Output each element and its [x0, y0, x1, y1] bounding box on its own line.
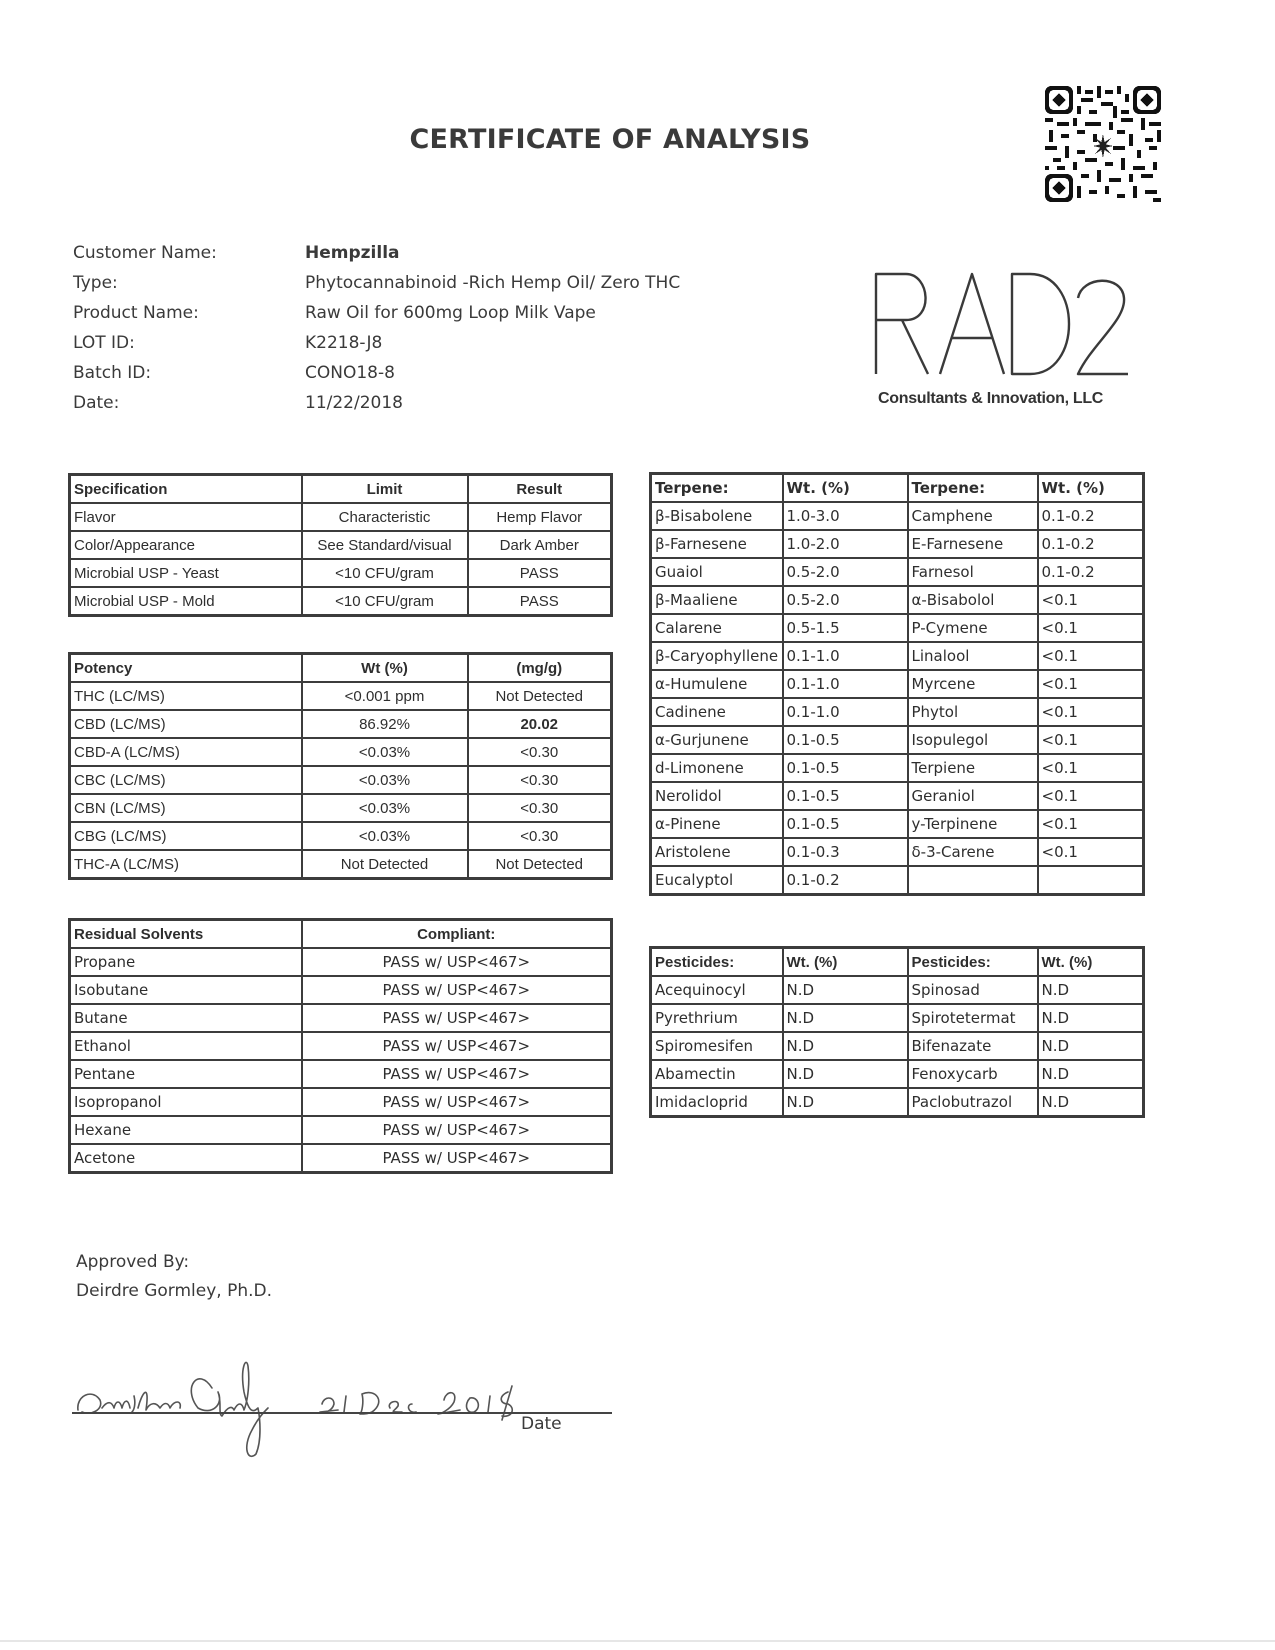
cell: <0.1: [1038, 838, 1144, 866]
cell: α-Pinene: [651, 810, 783, 838]
column-header: Residual Solvents: [70, 920, 302, 949]
cell: <0.1: [1038, 698, 1144, 726]
table-row: [70, 1144, 612, 1173]
cell: Dark Amber: [468, 531, 612, 559]
cell: Isopulegol: [908, 726, 1038, 754]
cell: 0.1-0.2: [1038, 558, 1144, 586]
cell: Isopropanol: [70, 1088, 302, 1116]
cell: Abamectin: [651, 1060, 783, 1088]
cell: d-Limonene: [651, 754, 783, 782]
table-row: [70, 1088, 612, 1116]
cell: β-Farnesene: [651, 530, 783, 558]
table-row: [651, 1004, 1144, 1032]
cell: Pyrethrium: [651, 1004, 783, 1032]
cell: N.D: [783, 1060, 908, 1088]
cell: PASS w/ USP<467>: [302, 1004, 612, 1032]
meta-label: Date:: [73, 393, 120, 413]
table-row: [651, 698, 1144, 726]
table-row: [70, 850, 612, 879]
meta-row-type: [73, 268, 680, 298]
cell: 0.1-1.0: [783, 698, 908, 726]
cell: Pentane: [70, 1060, 302, 1088]
scan-edge: [0, 1640, 1275, 1642]
cell: 0.1-0.5: [783, 726, 908, 754]
cell: Ethanol: [70, 1032, 302, 1060]
cell: 0.1-0.5: [783, 782, 908, 810]
cell: PASS: [468, 559, 612, 587]
cell: N.D: [1038, 1088, 1144, 1117]
cell: N.D: [1038, 1032, 1144, 1060]
cell: <0.30: [468, 766, 612, 794]
cell: Spirotetermat: [908, 1004, 1038, 1032]
table-row: [70, 531, 612, 559]
table-header-row: [651, 474, 1144, 503]
table-row: [651, 782, 1144, 810]
residual-solvents-table: [68, 918, 613, 1174]
report-date: 11/22/2018: [305, 393, 403, 413]
document-title: CERTIFICATE OF ANALYSIS: [409, 124, 811, 155]
table-row: [651, 1060, 1144, 1088]
table-row: [651, 530, 1144, 558]
cell: N.D: [783, 1088, 908, 1117]
cell: Microbial USP - Mold: [70, 587, 302, 616]
table-row: [651, 976, 1144, 1004]
cell: Eucalyptol: [651, 866, 783, 895]
cell: CBN (LC/MS): [70, 794, 302, 822]
table-row: [651, 642, 1144, 670]
batch-id: CONO18-8: [305, 363, 395, 383]
cell: <0.1: [1038, 642, 1144, 670]
cell: <0.03%: [302, 794, 468, 822]
column-header: Limit: [302, 475, 468, 504]
meta-row-lot: [73, 328, 680, 358]
cell: 0.1-0.3: [783, 838, 908, 866]
cell: N.D: [783, 1032, 908, 1060]
cell: <0.03%: [302, 738, 468, 766]
terpene-table: [649, 472, 1145, 896]
table-row: [651, 754, 1144, 782]
date-label: Date: [521, 1414, 562, 1434]
cell: Phytol: [908, 698, 1038, 726]
cell: <0.30: [468, 822, 612, 850]
table-row: [70, 822, 612, 850]
table-row: [651, 586, 1144, 614]
table-row: [70, 1116, 612, 1144]
approver-name: Deirdre Gormley, Ph.D.: [76, 1281, 273, 1301]
table-row: [70, 503, 612, 531]
table-row: [651, 838, 1144, 866]
cell: δ-3-Carene: [908, 838, 1038, 866]
meta-label: Type:: [73, 273, 118, 293]
meta-row-product: [73, 298, 680, 328]
cell: β-Bisabolene: [651, 502, 783, 530]
cell: Spiromesifen: [651, 1032, 783, 1060]
column-header: Terpene:: [651, 474, 783, 503]
cell: <0.1: [1038, 810, 1144, 838]
table-row: [70, 1032, 612, 1060]
cell: <0.30: [468, 738, 612, 766]
cell: Not Detected: [468, 850, 612, 879]
table-row: [70, 682, 612, 710]
cell: Flavor: [70, 503, 302, 531]
cell: 0.1-0.2: [1038, 502, 1144, 530]
cell: y-Terpinene: [908, 810, 1038, 838]
table-row: [651, 614, 1144, 642]
cell: CBC (LC/MS): [70, 766, 302, 794]
column-header: Wt (%): [302, 654, 468, 683]
approval-block: [76, 1248, 272, 1306]
cell: [908, 866, 1038, 895]
cell: 20.02: [468, 710, 612, 738]
column-header: Terpene:: [908, 474, 1038, 503]
table-row: [70, 976, 612, 1004]
cell: Camphene: [908, 502, 1038, 530]
cell: PASS w/ USP<467>: [302, 1116, 612, 1144]
cell: Not Detected: [468, 682, 612, 710]
cell: <10 CFU/gram: [302, 587, 468, 616]
table-row: [651, 866, 1144, 895]
table-row: [70, 559, 612, 587]
table-row: [651, 726, 1144, 754]
column-header: Compliant:: [302, 920, 612, 949]
cell: N.D: [783, 1004, 908, 1032]
table-row: [70, 1060, 612, 1088]
table-row: [70, 587, 612, 616]
table-row: [651, 1088, 1144, 1117]
cell: Hexane: [70, 1116, 302, 1144]
qr-code-icon: [1045, 86, 1161, 202]
cell: Aristolene: [651, 838, 783, 866]
cell: Acequinocyl: [651, 976, 783, 1004]
meta-label: Batch ID:: [73, 363, 152, 383]
cell: Terpiene: [908, 754, 1038, 782]
cell: α-Humulene: [651, 670, 783, 698]
approved-by-label: Approved By:: [76, 1252, 190, 1272]
table-row: [70, 710, 612, 738]
cell: PASS: [468, 587, 612, 616]
column-header: Wt. (%): [1038, 474, 1144, 503]
cell: CBG (LC/MS): [70, 822, 302, 850]
cell: N.D: [1038, 976, 1144, 1004]
cell: E-Farnesene: [908, 530, 1038, 558]
cell: Myrcene: [908, 670, 1038, 698]
cell: α-Gurjunene: [651, 726, 783, 754]
specification-table: [68, 473, 613, 617]
table-header-row: [70, 475, 612, 504]
cell: Calarene: [651, 614, 783, 642]
table-row: [70, 766, 612, 794]
rad2-logo: [872, 268, 1132, 378]
column-header: Pesticides:: [651, 948, 783, 977]
meta-label: LOT ID:: [73, 333, 135, 353]
table-row: [70, 1004, 612, 1032]
cell: Bifenazate: [908, 1032, 1038, 1060]
cell: α-Bisabolol: [908, 586, 1038, 614]
table-row: [70, 738, 612, 766]
column-header: Wt. (%): [783, 474, 908, 503]
product-info: [73, 238, 680, 418]
cell: <0.03%: [302, 766, 468, 794]
cell: 0.5-2.0: [783, 558, 908, 586]
cell: <0.1: [1038, 614, 1144, 642]
cell: CBD (LC/MS): [70, 710, 302, 738]
cell: P-Cymene: [908, 614, 1038, 642]
cell: β-Maaliene: [651, 586, 783, 614]
table-header-row: [651, 948, 1144, 977]
customer-name: Hempzilla: [305, 243, 400, 263]
column-header: (mg/g): [468, 654, 612, 683]
table-row: [70, 948, 612, 976]
cell: Imidacloprid: [651, 1088, 783, 1117]
product-name: Raw Oil for 600mg Loop Milk Vape: [305, 303, 596, 323]
meta-row-date: [73, 388, 680, 418]
cell: Farnesol: [908, 558, 1038, 586]
cell: Propane: [70, 948, 302, 976]
table-row: [651, 502, 1144, 530]
cell: CBD-A (LC/MS): [70, 738, 302, 766]
cell: Cadinene: [651, 698, 783, 726]
cell: <0.1: [1038, 754, 1144, 782]
cell: THC-A (LC/MS): [70, 850, 302, 879]
cell: 0.1-0.5: [783, 810, 908, 838]
cell: <0.1: [1038, 586, 1144, 614]
cell: Characteristic: [302, 503, 468, 531]
meta-label: Product Name:: [73, 303, 199, 323]
cell: 0.5-2.0: [783, 586, 908, 614]
cell: See Standard/visual: [302, 531, 468, 559]
cell: Nerolidol: [651, 782, 783, 810]
cell: Acetone: [70, 1144, 302, 1173]
table-header-row: [70, 654, 612, 683]
cell: 0.5-1.5: [783, 614, 908, 642]
column-header: Potency: [70, 654, 302, 683]
cell: <0.03%: [302, 822, 468, 850]
table-header-row: [70, 920, 612, 949]
cell: <10 CFU/gram: [302, 559, 468, 587]
cell: 1.0-2.0: [783, 530, 908, 558]
cell: 1.0-3.0: [783, 502, 908, 530]
cell: N.D: [1038, 1004, 1144, 1032]
cell: THC (LC/MS): [70, 682, 302, 710]
cell: Guaiol: [651, 558, 783, 586]
cell: PASS w/ USP<467>: [302, 1032, 612, 1060]
cell: Fenoxycarb: [908, 1060, 1038, 1088]
table-row: [651, 810, 1144, 838]
table-row: [651, 670, 1144, 698]
lot-id: K2218-J8: [305, 333, 383, 353]
cell: PASS w/ USP<467>: [302, 976, 612, 1004]
cell: PASS w/ USP<467>: [302, 1088, 612, 1116]
cell: Spinosad: [908, 976, 1038, 1004]
cell: Color/Appearance: [70, 531, 302, 559]
cell: Hemp Flavor: [468, 503, 612, 531]
cell: <0.1: [1038, 670, 1144, 698]
column-header: Specification: [70, 475, 302, 504]
cell: Geraniol: [908, 782, 1038, 810]
cell: Paclobutrazol: [908, 1088, 1038, 1117]
cell: 0.1-1.0: [783, 642, 908, 670]
cell: PASS w/ USP<467>: [302, 1060, 612, 1088]
cell: Linalool: [908, 642, 1038, 670]
cell: Isobutane: [70, 976, 302, 1004]
cell: <0.30: [468, 794, 612, 822]
column-header: Wt. (%): [1038, 948, 1144, 977]
column-header: Result: [468, 475, 612, 504]
cell: 0.1-0.5: [783, 754, 908, 782]
cell: <0.1: [1038, 726, 1144, 754]
potency-table: [68, 652, 613, 880]
cell: N.D: [1038, 1060, 1144, 1088]
meta-row-customer: [73, 238, 680, 268]
handwritten-signature: [72, 1352, 632, 1462]
table-row: [70, 794, 612, 822]
cell: PASS w/ USP<467>: [302, 948, 612, 976]
cell: Not Detected: [302, 850, 468, 879]
column-header: Pesticides:: [908, 948, 1038, 977]
logo-subtitle: Consultants & Innovation, LLC: [878, 390, 1104, 407]
cell: 0.1-0.2: [783, 866, 908, 895]
cell: PASS w/ USP<467>: [302, 1144, 612, 1173]
pesticides-table: [649, 946, 1145, 1118]
cell: 86.92%: [302, 710, 468, 738]
column-header: Wt. (%): [783, 948, 908, 977]
meta-label: Customer Name:: [73, 243, 217, 263]
cell: Microbial USP - Yeast: [70, 559, 302, 587]
table-row: [651, 558, 1144, 586]
cell: 0.1-0.2: [1038, 530, 1144, 558]
table-row: [651, 1032, 1144, 1060]
cell: <0.1: [1038, 782, 1144, 810]
cell: β-Caryophyllene: [651, 642, 783, 670]
meta-row-batch: [73, 358, 680, 388]
cell: 0.1-1.0: [783, 670, 908, 698]
cell: <0.001 ppm: [302, 682, 468, 710]
cell: Butane: [70, 1004, 302, 1032]
product-type: Phytocannabinoid -Rich Hemp Oil/ Zero THC: [305, 273, 681, 293]
cell: [1038, 866, 1144, 895]
cell: N.D: [783, 976, 908, 1004]
